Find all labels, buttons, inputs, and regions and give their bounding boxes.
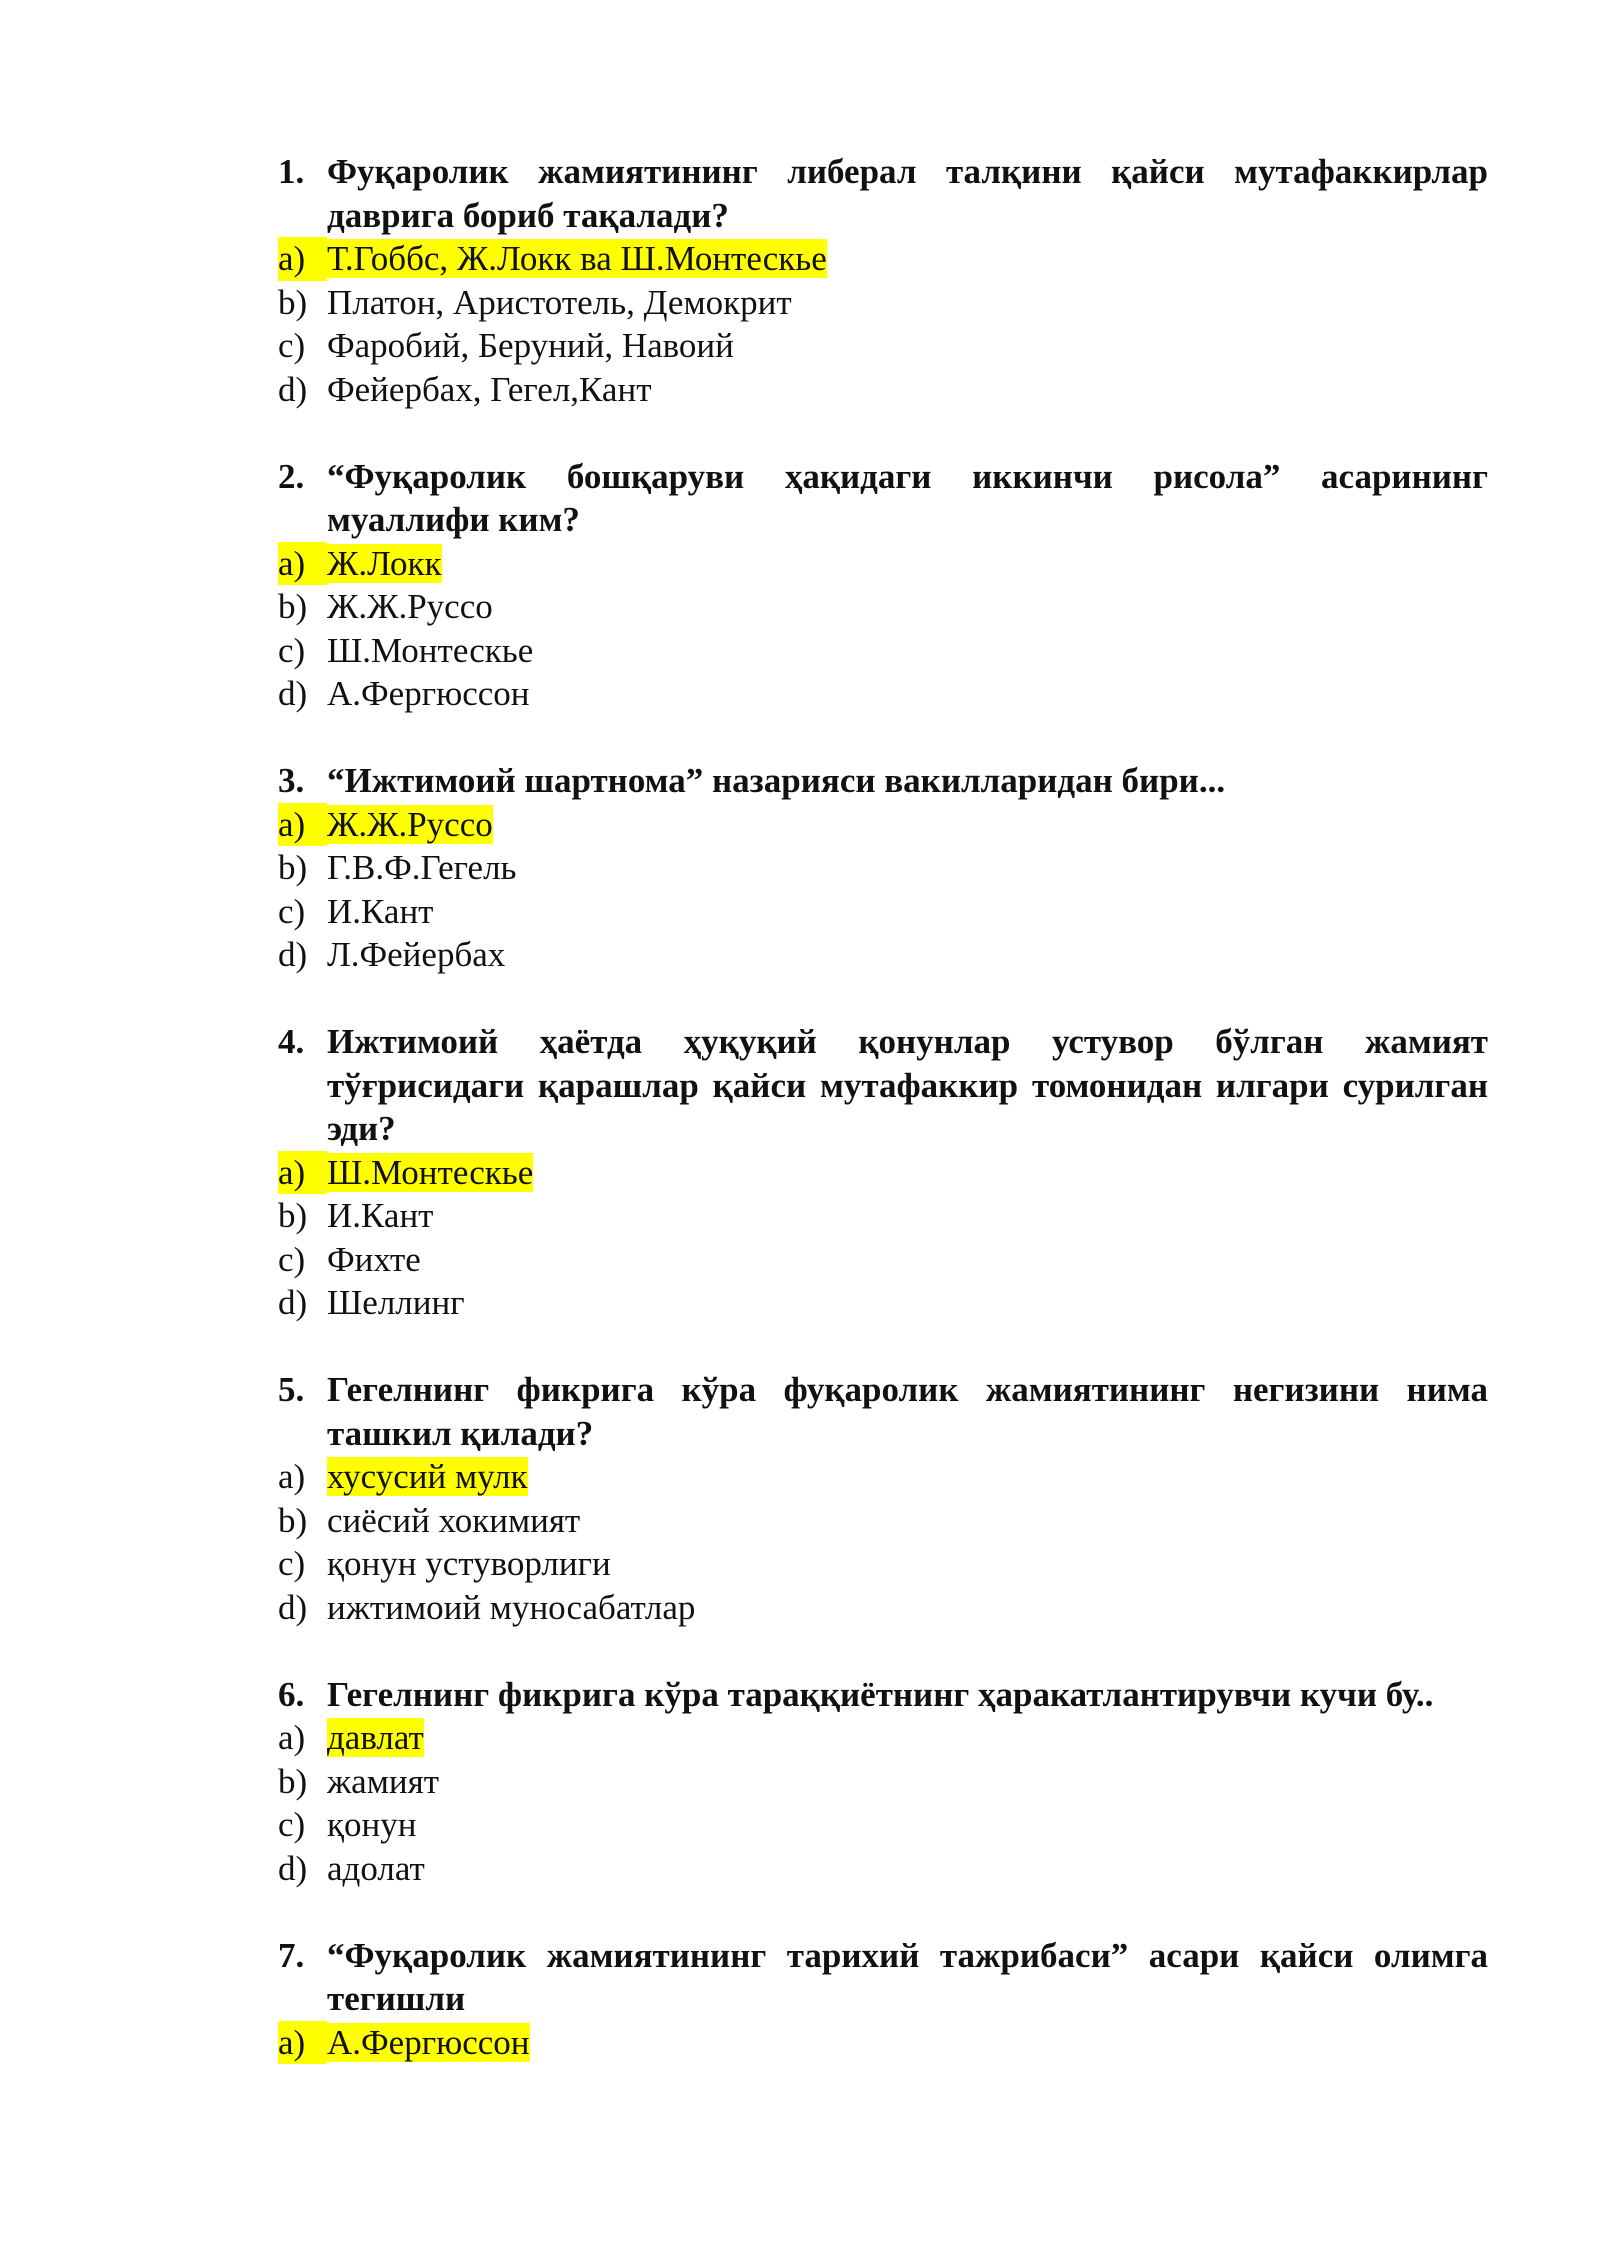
answer-letter: a) bbox=[278, 542, 327, 586]
answer-letter: b) bbox=[278, 848, 308, 887]
answer-option bbox=[278, 1499, 1488, 1543]
question-4 bbox=[278, 1020, 1488, 1325]
question-text bbox=[278, 1673, 1488, 1717]
answer-letter: c) bbox=[278, 1239, 306, 1279]
answer-letter: a) bbox=[278, 1718, 306, 1757]
answer-text: қонун устуворлиги bbox=[327, 1544, 611, 1583]
answer-option bbox=[278, 585, 1488, 629]
answer-option bbox=[278, 1194, 1488, 1238]
answer-text: давлат bbox=[327, 1718, 424, 1757]
answer-option bbox=[278, 1760, 1488, 1804]
answer-text: Ж.Локк bbox=[327, 543, 442, 583]
answer-list bbox=[278, 1455, 1488, 1629]
answer-letter: d) bbox=[278, 369, 308, 409]
correct-answer-option bbox=[278, 1716, 1488, 1760]
answer-text: Шеллинг bbox=[327, 1283, 465, 1322]
question-number: 4. bbox=[278, 1022, 305, 1061]
answer-text: И.Кант bbox=[327, 1196, 434, 1235]
correct-answer-option bbox=[278, 803, 1488, 847]
answer-option bbox=[278, 1803, 1488, 1847]
answer-option bbox=[278, 890, 1488, 934]
answer-text: Платон, Аристотель, Демокрит bbox=[327, 282, 792, 322]
answer-letter: c) bbox=[278, 891, 306, 931]
question-1 bbox=[278, 150, 1488, 411]
correct-answer-option bbox=[278, 542, 1488, 586]
answer-option bbox=[278, 1847, 1488, 1891]
answer-text: қонун bbox=[327, 1805, 417, 1844]
answer-list bbox=[278, 2021, 1488, 2065]
answer-letter: d) bbox=[278, 1283, 308, 1322]
answer-text: Фаробий, Беруний, Навоий bbox=[327, 326, 734, 365]
answer-text: жамият bbox=[327, 1761, 439, 1801]
answer-text: Ж.Ж.Руссо bbox=[327, 587, 493, 626]
question-label: “Ижтимоий шартнома” назарияси вакилларидан бири... bbox=[327, 761, 1226, 800]
answer-letter: b) bbox=[278, 1500, 308, 1540]
question-5 bbox=[278, 1368, 1488, 1629]
answer-list bbox=[278, 542, 1488, 716]
question-2 bbox=[278, 455, 1488, 716]
answer-option bbox=[278, 846, 1488, 890]
answer-letter: a) bbox=[278, 1151, 327, 1195]
answer-letter: c) bbox=[278, 326, 306, 365]
answer-list bbox=[278, 1716, 1488, 1890]
question-label: Гегелнинг фикрига кўра тараққиётнинг ҳаракатлантирувчи кучи бу.. bbox=[327, 1674, 1434, 1714]
answer-text: А.Фергюссон bbox=[327, 674, 530, 713]
question-text bbox=[278, 1934, 1488, 2021]
answer-text: Фейербах, Гегел,Кант bbox=[327, 369, 652, 409]
answer-letter: d) bbox=[278, 674, 308, 713]
answer-letter: a) bbox=[278, 237, 327, 281]
question-label: “Фуқаролик жамиятининг тарихий тажрибаси” асари қайси олимга тегишли bbox=[327, 1935, 1488, 2018]
answer-option bbox=[278, 1586, 1488, 1630]
answer-text: Ш.Монтескье bbox=[327, 1152, 534, 1192]
answer-letter: a) bbox=[278, 803, 327, 847]
answer-text: Т.Гоббс, Ж.Локк ва Ш.Монтескье bbox=[327, 239, 827, 278]
answer-text: Ж.Ж.Руссо bbox=[327, 804, 493, 844]
answer-list bbox=[278, 1151, 1488, 1325]
answer-letter: a) bbox=[278, 1457, 306, 1496]
answer-option bbox=[278, 324, 1488, 368]
answer-letter: d) bbox=[278, 935, 308, 974]
answer-list bbox=[278, 237, 1488, 411]
question-number: 6. bbox=[278, 1674, 305, 1714]
answer-letter: c) bbox=[278, 1544, 306, 1583]
answer-option bbox=[278, 368, 1488, 412]
answer-letter: b) bbox=[278, 587, 308, 626]
question-number: 3. bbox=[278, 761, 305, 800]
answer-option bbox=[278, 629, 1488, 673]
answer-option bbox=[278, 1542, 1488, 1586]
question-label: Ижтимоий ҳаётда ҳуқуқий қонунлар устувор бўлган жамият тўғрисидаги қарашлар қайси мутафаккир томонидан илгари сурилган эди? bbox=[327, 1022, 1488, 1148]
answer-option bbox=[278, 1281, 1488, 1325]
question-label: Гегелнинг фикрига кўра фуқаролик жамиятининг негизини нима ташкил қилади? bbox=[327, 1370, 1488, 1453]
answer-text: ижтимоий муносабатлар bbox=[327, 1587, 696, 1627]
answer-letter: b) bbox=[278, 1761, 308, 1801]
answer-option bbox=[278, 1238, 1488, 1282]
question-text bbox=[278, 759, 1488, 803]
answer-letter: b) bbox=[278, 1196, 308, 1235]
question-number: 1. bbox=[278, 152, 305, 191]
question-label: Фуқаролик жамиятининг либерал талқини қайси мутафаккирлар даврига бориб тақалади? bbox=[327, 152, 1488, 235]
correct-answer-option bbox=[278, 237, 1488, 281]
answer-list bbox=[278, 803, 1488, 977]
answer-letter: d) bbox=[278, 1848, 308, 1888]
answer-text: А.Фергюссон bbox=[327, 2022, 530, 2062]
question-number: 5. bbox=[278, 1370, 305, 1409]
answer-letter: c) bbox=[278, 630, 306, 670]
answer-letter: b) bbox=[278, 282, 308, 322]
question-number: 2. bbox=[278, 456, 305, 496]
answer-text: хусусий мулк bbox=[327, 1457, 528, 1496]
answer-text: И.Кант bbox=[327, 891, 434, 931]
question-text bbox=[278, 150, 1488, 237]
correct-answer-option bbox=[278, 1455, 1488, 1499]
answer-text: адолат bbox=[327, 1848, 425, 1888]
answer-text: Ш.Монтескье bbox=[327, 630, 534, 670]
answer-option bbox=[278, 281, 1488, 325]
question-7 bbox=[278, 1934, 1488, 2065]
correct-answer-option bbox=[278, 1151, 1488, 1195]
answer-letter: a) bbox=[278, 2021, 327, 2065]
answer-text: Л.Фейербах bbox=[327, 935, 506, 974]
question-6 bbox=[278, 1673, 1488, 1891]
answer-letter: c) bbox=[278, 1805, 306, 1844]
answer-option bbox=[278, 672, 1488, 716]
answer-text: Г.В.Ф.Гегель bbox=[327, 848, 517, 887]
question-text bbox=[278, 1368, 1488, 1455]
answer-option bbox=[278, 933, 1488, 977]
answer-text: Фихте bbox=[327, 1239, 421, 1279]
question-number: 7. bbox=[278, 1935, 305, 1975]
question-label: “Фуқаролик бошқаруви ҳақидаги иккинчи рисола” асарининг муаллифи ким? bbox=[327, 456, 1488, 539]
correct-answer-option bbox=[278, 2021, 1488, 2065]
question-text bbox=[278, 1020, 1488, 1151]
question-3 bbox=[278, 759, 1488, 977]
answer-text: сиёсий хокимият bbox=[327, 1500, 581, 1540]
question-text bbox=[278, 455, 1488, 542]
answer-letter: d) bbox=[278, 1587, 308, 1627]
